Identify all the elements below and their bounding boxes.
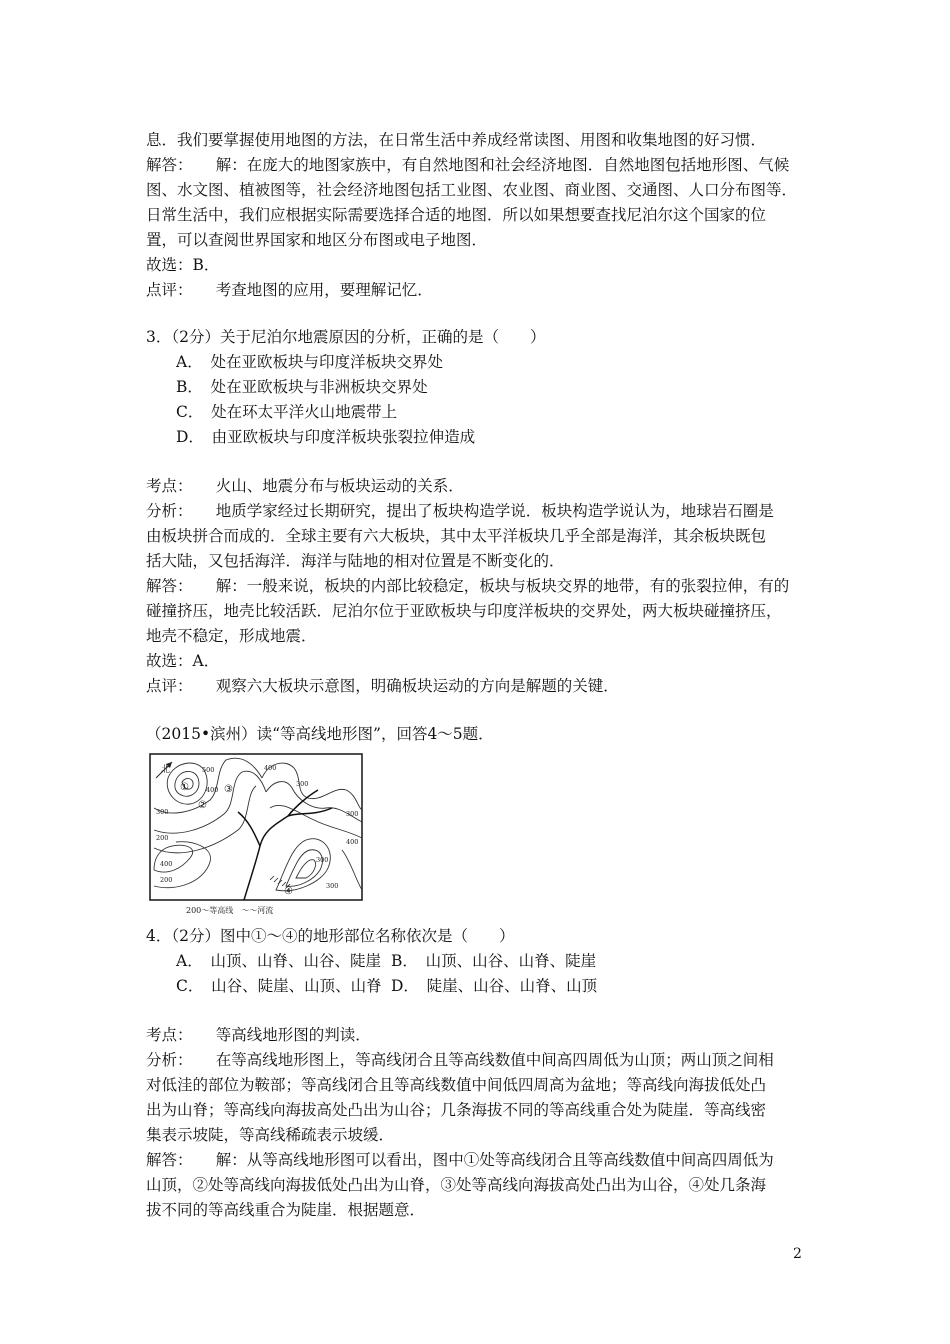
contour-value: 500 [202, 766, 215, 774]
contour-value: 300 [156, 808, 169, 816]
q3-answer-line: 解答： 解：一般来说，板块的内部比较稳定，板块与板块交界的地带，有的张裂拉伸，有的 [146, 577, 790, 595]
q2-answer-line: 解答： 解：在庞大的地图家族中，有自然地图和社会经济地图．自然地图包括地形图、气候 [146, 156, 790, 174]
group-intro: （2015•滨州）读“等高线地形图”，回答4～5题． [146, 725, 494, 743]
q3-option-a: A． 处在亚欧板块与印度洋板块交界处 [176, 353, 443, 371]
q4-analysis-line: 分析： 在等高线地形图上，等高线闭合且等高线数值中间高四周低为山顶；两山顶之间相 [146, 1051, 774, 1069]
contour-value: 300 [296, 780, 309, 788]
label-4: ④ [284, 886, 293, 897]
q4-kaodian: 考点： 等高线地形图的判读． [146, 1026, 371, 1044]
contour-value: 300 [326, 882, 339, 890]
q3-choice: 故选：A． [146, 652, 220, 670]
contour-value: 400 [346, 838, 359, 846]
q3-option-d: D． 由亚欧板块与印度洋板块张裂拉伸造成 [176, 428, 476, 446]
q3-analysis-line: 括大陆，又包括海洋．海洋与陆地的相对位置是不断变化的． [146, 552, 565, 570]
cliff-hatch [270, 876, 274, 880]
contour-map [146, 750, 368, 918]
q4-answer-line: 解答： 解：从等高线地形图可以看出，图中①处等高线闭合且等高线数值中间高四周低为 [146, 1151, 774, 1169]
q3-answer-line: 碰撞挤压，地壳比较活跃．尼泊尔位于亚欧板块与印度洋板块的交界处，两大板块碰撞挤压， [146, 602, 782, 620]
q4-option-d: D． 陡崖、山谷、山脊、山顶 [391, 977, 598, 995]
q2-comment: 点评： 考查地图的应用，要理解记忆． [146, 281, 433, 299]
contour-value: 400 [206, 786, 219, 794]
q3-comment: 点评： 观察六大板块示意图，明确板块运动的方向是解题的关键． [146, 677, 619, 695]
contour-value: 200 [160, 876, 173, 884]
label-1: ① [180, 782, 189, 793]
q3-stem: 3．（2分）关于尼泊尔地震原因的分析，正确的是（ ） [146, 328, 546, 346]
q2-choice: 故选：B． [146, 256, 220, 274]
q4-analysis-line: 出为山脊；等高线向海拔高处凸出为山谷；几条海拔不同的等高线重合处为陡崖．等高线密 [146, 1101, 767, 1119]
contour-line [296, 860, 316, 878]
q3-answer-line: 地壳不稳定，形成地震． [146, 627, 317, 645]
contour-line [154, 845, 193, 872]
q4-stem: 4．（2分）图中①～④的地形部位名称依次是（ ） [146, 927, 515, 945]
contour-value: 300 [316, 856, 329, 864]
contour-line [262, 763, 362, 810]
q3-option-b: B． 处在亚欧板块与非洲板块交界处 [176, 378, 428, 396]
contour-line [154, 786, 256, 853]
q4-option-a: A． 山顶、山脊、山谷、陡崖 [176, 952, 381, 970]
contour-value: 400 [160, 860, 173, 868]
contour-line [342, 850, 362, 890]
q3-analysis-line: 由板块拼合而成的．全球主要有六大板块，其中太平洋板块几乎全部是海洋，其余板块既包 [146, 527, 767, 545]
contour-value: 200 [156, 834, 169, 842]
contour-value: 300 [346, 810, 359, 818]
label-2: ② [198, 800, 207, 811]
river [238, 812, 260, 846]
q3-analysis-line: 分析： 地质学家经过长期研究，提出了板块构造学说．板块构造学说认为，地球岩石圈是 [146, 502, 774, 520]
north-label: 北 [161, 765, 171, 775]
label-3: ③ [224, 784, 233, 795]
map-legend: 200～等高线 ～～河流 [186, 906, 274, 915]
q4-answer-line: 拔不同的等高线重合为陡崖．根据题意． [146, 1201, 426, 1219]
q2-analysis-end: 息．我们要掌握使用地图的方法，在日常生活中养成经常读图、用图和收集地图的好习惯． [146, 131, 767, 149]
q2-answer-line: 日常生活中，我们应根据实际需要选择合适的地图．所以如果想要查找尼泊尔这个国家的位 [146, 206, 767, 224]
q3-option-c: C． 处在环太平洋火山地震带上 [176, 403, 398, 421]
page-number: 2 [793, 1246, 802, 1262]
q2-answer-line: 图、水文图、植被图等，社会经济地图包括工业图、农业图、商业图、交通图、人口分布图等． [146, 181, 798, 199]
q4-answer-line: 山顶，②处等高线向海拔低处凸出为山脊，③处等高线向海拔高处凸出为山谷，④处几条海 [146, 1176, 767, 1194]
q3-kaodian: 考点： 火山、地震分布与板块运动的关系． [146, 477, 464, 495]
q4-option-c: C． 山谷、陡崖、山顶、山脊 [176, 977, 382, 995]
contour-value: 400 [264, 764, 277, 772]
q2-answer-line: 置，可以查阅世界国家和地区分布图或电子地图． [146, 231, 488, 249]
q4-option-b: B． 山顶、山谷、山脊、陡崖 [391, 952, 597, 970]
q4-analysis-line: 集表示坡陡，等高线稀疏表示坡缓． [146, 1126, 395, 1144]
cliff-hatch [274, 878, 278, 882]
q4-analysis-line: 对低洼的部位为鞍部；等高线闭合且等高线数值中间低四周高为盆地；等高线向海拔低处凸 [146, 1076, 767, 1094]
